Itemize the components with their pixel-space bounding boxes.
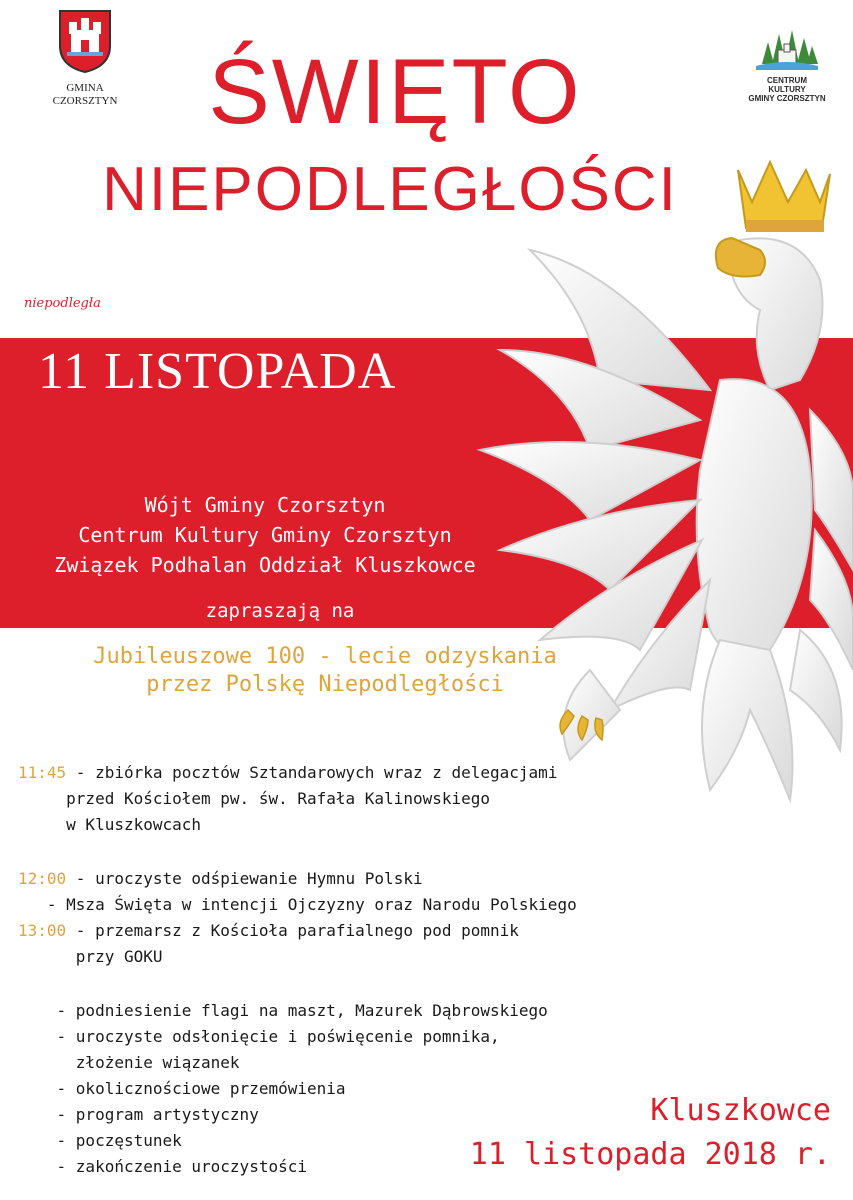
program-item-3 <box>18 918 658 944</box>
program-line: - okolicznościowe przemówienia <box>18 1079 346 1098</box>
organizer-3: Związek Podhalan Oddział Kluszkowce <box>54 553 476 577</box>
subtitle-line-2: przez Polskę Niepodległości <box>146 672 504 697</box>
program-line: - zbiórka pocztów Sztandarowych wraz z delegacjami <box>66 763 558 782</box>
program-time: 11:45 <box>18 763 67 782</box>
program-line: - uroczyste odśpiewanie Hymnu Polski <box>66 869 423 888</box>
subtitle-line-1: Jubileuszowe 100 - lecie odzyskania <box>93 644 557 669</box>
crown-icon <box>738 162 830 232</box>
script-text: niepodległa <box>24 296 101 311</box>
program-line: - program artystyczny <box>18 1105 259 1124</box>
program-line: - podniesienie flagi na maszt, Mazurek Dąbrowskiego <box>18 1001 548 1020</box>
program-line: w Kluszkowcach <box>18 815 202 834</box>
gmina-label-line2: CZORSZTYN <box>52 95 118 107</box>
cultural-center-label-line2: GMINY CZORSZTYN <box>748 94 826 103</box>
invite-text: zapraszają na <box>205 600 355 622</box>
program-time: 13:00 <box>18 921 67 940</box>
program-line: - przemarsz z Kościoła parafialnego pod pomnik <box>66 921 519 940</box>
organizer-2: Centrum Kultury Gminy Czorsztyn <box>78 523 452 547</box>
title-line-2: NIEPODLEGŁOŚCI <box>102 155 678 224</box>
program-time: 12:00 <box>18 869 67 888</box>
program-line: - zakończenie uroczystości <box>18 1157 307 1176</box>
program-line: przy GOKU <box>18 947 163 966</box>
title-line-1: ŚWIĘTO <box>208 41 582 143</box>
program-line: - uroczyste odsłonięcie i poświęcenie pomnika, <box>18 1027 500 1046</box>
footer-date: 11 listopada 2018 r. <box>469 1137 831 1172</box>
program-line: przed Kościołem pw. św. Rafała Kalinowskiego <box>18 789 491 808</box>
program-line: złożenie wiązanek <box>18 1053 240 1072</box>
program-item-1 <box>18 760 658 786</box>
gmina-label-line1: GMINA <box>66 82 104 94</box>
program-line: - poczęstunek <box>18 1131 182 1150</box>
cultural-center-label-line1: CENTRUM KULTURY <box>767 76 807 94</box>
white-eagle-icon <box>470 150 853 820</box>
footer-place: Kluszkowce <box>650 1093 831 1128</box>
program-item-2 <box>18 866 658 892</box>
organizer-1: Wójt Gminy Czorsztyn <box>144 493 386 517</box>
date-heading: 11 LISTOPADA <box>38 343 397 400</box>
program-line: - Msza Święta w intencji Ojczyzny oraz Narodu Polskiego <box>18 895 577 914</box>
